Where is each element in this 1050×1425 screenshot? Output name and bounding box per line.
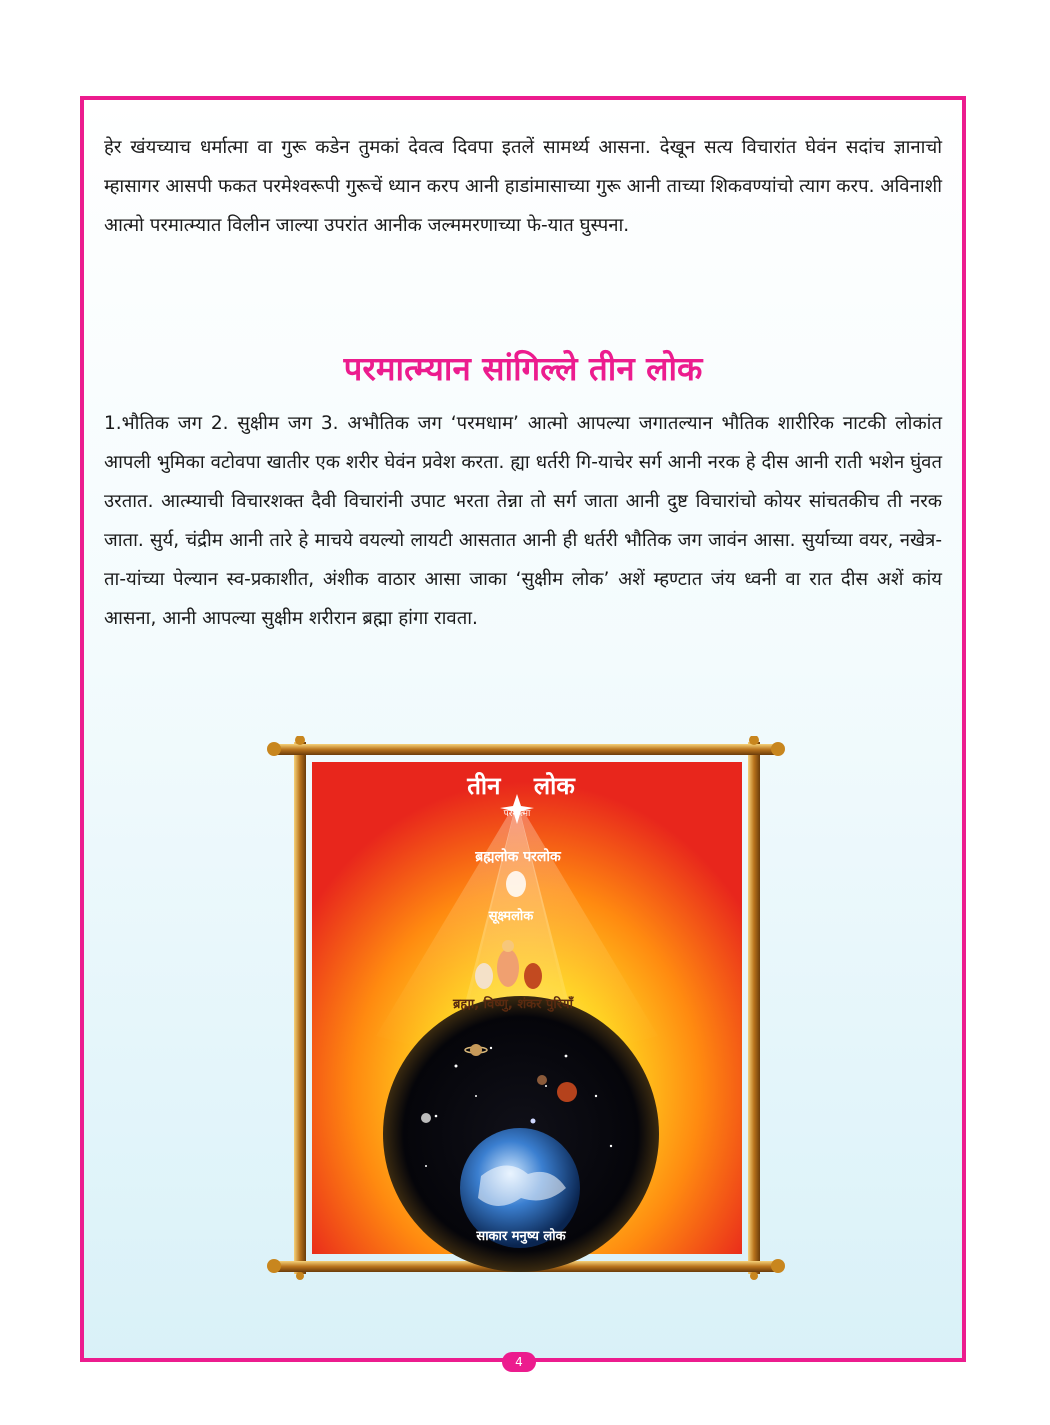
right-pole (748, 742, 760, 1274)
top-rod (272, 744, 780, 755)
page-number: 4 (502, 1352, 536, 1372)
poster-sukshmalok: सूक्ष्मलोक (488, 909, 534, 924)
body-paragraph: 1.भौतिक जग 2. सुक्षीम जग 3. अभौतिक जग ‘परमधाम’ आत्मो आपल्या जगातल्यान भौतिक शारीरिक नाटकी लोकांत आपली भुमिका वटोवपा खातीर एक शरीर घेवंन प्रवेश करता. ह्या धर्तरी गि-याचेर सर्ग आनी नरक हे दीस आनी राती भशेन घुंवत उरतात. आत्म्याची विचारशक्त दैवी विचारांनी उपाट भरता तेन्ना तो सर्ग जाता आनी दुष्ट विचारांचो कोयर सांचतकीच ती नरक जाता. सुर्य, चंद्रीम आनी तारे हे माचये वयल्यो लायटी आसतात आनी ही धर्तरी भौतिक जग जावंन आसा. सुर्याच्या वयर, नखेत्र-ता-यांच्या पेल्यान स्व-प्रकाशीत, अंशीक वाठार आसा जाका ‘सुक्षीम लोक’ अशें म्हण्टात जंय ध्वनी वा रात दीस अशें कांय आसना, आनी आपल्या सुक्षीम शरीरान ब्रह्मा हांगा रावता. (104, 413, 942, 629)
poster-title: तीन लोक (467, 772, 575, 800)
intro-paragraph: हेर खंयच्याच धर्मात्मा वा गुरू कडेन तुमकां देवत्व दिवपा इतलें सामर्थ्य आसना. देखून सत्य विचारांत घेवंन सदांच ज्ञानाचो म्हासागर आसपी फकत परमेश्वरूपी गुरूचें ध्यान करप आनी हाडांमासाच्या गुरू आनी ताच्या शिकवण्यांचो त्याग करप. अविनाशी आत्मो परमात्म्यात विलीन जाल्या उपरांत आनीक जल्ममरणाच्या फे-यात घुस्पना. (104, 137, 942, 236)
poster-paramatma: परमात्मा (503, 809, 531, 819)
three-worlds-poster (266, 736, 786, 1280)
poster-sakar: साकार मनुष्य लोक (476, 1229, 566, 1244)
left-pole (294, 742, 306, 1274)
poster-deities: ब्रह्मा, विष्णु, शंकर पुरियाँ (453, 997, 573, 1012)
poster-brahmalok: ब्रह्मलोक परलोक (475, 849, 561, 865)
section-heading: परमात्म्यान सांगिल्ले तीन लोक (343, 349, 703, 388)
